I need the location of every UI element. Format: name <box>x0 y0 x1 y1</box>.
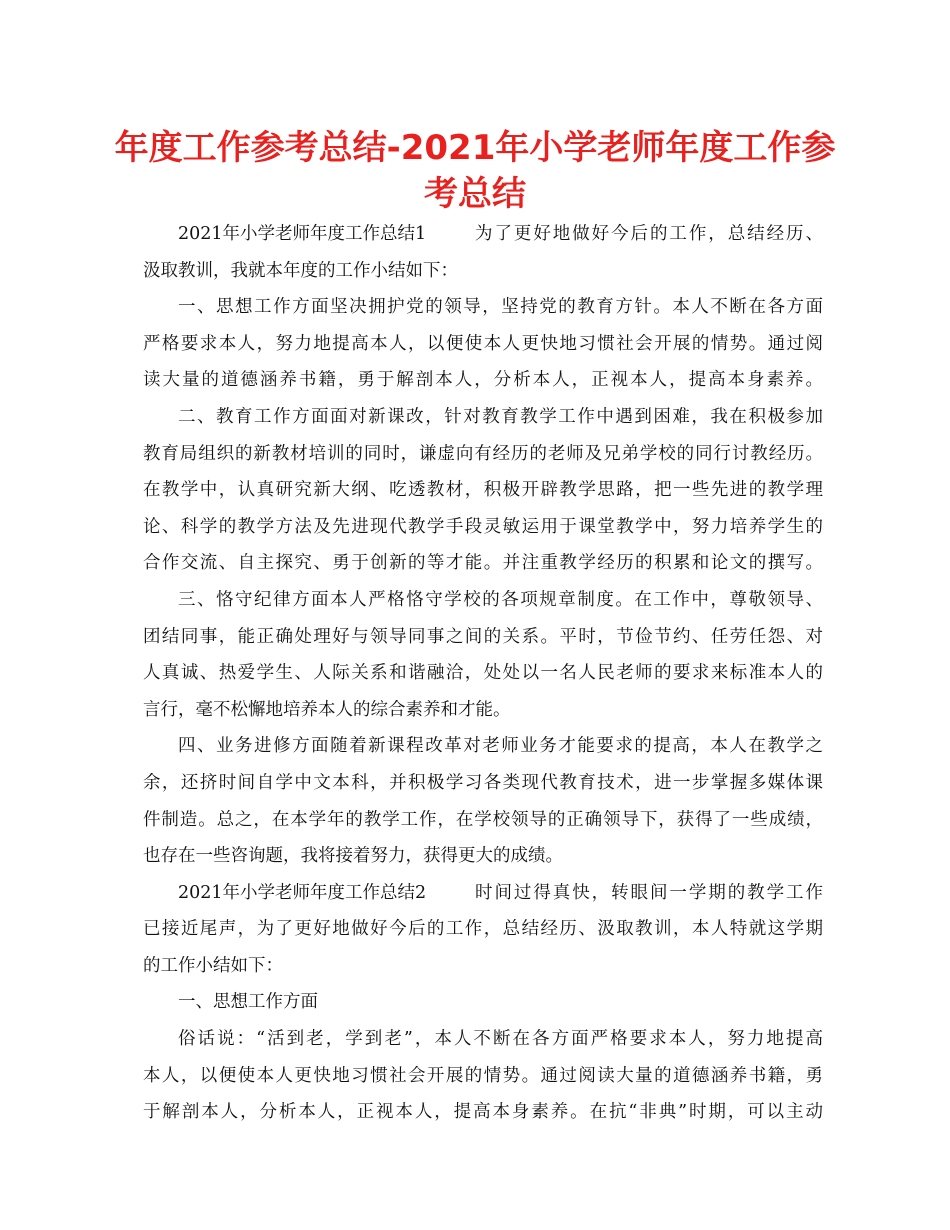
text-line <box>143 216 823 253</box>
text-line: 汲取教训，我就本年度的工作小结如下： <box>143 260 458 281</box>
text-line: 俗话说：“活到老，学到老”，本人不断在各方面严格要求本人，努力地提高 <box>178 1029 823 1050</box>
text-line: 人真诚、热爱学生、人际关系和谐融洽，处处以一名人民老师的要求来标准本人的 <box>143 663 823 684</box>
text-segment: 为了更好地做好今后的工作，总结经历、 <box>475 224 823 244</box>
text-line: 合作交流、自主探究、勇于创新的等才能。并注重教学经历的积累和论文的撰写。 <box>143 553 823 574</box>
document-title-line-1: 年度工作参考总结-2021年小学老师年度工作参 <box>114 128 836 168</box>
text-line: 已接近尾声，为了更好地做好今后的工作，总结经历、汲取教训，本人特就这学期 <box>143 919 823 940</box>
text-line: 也存在一些咨询题，我将接着努力，获得更大的成绩。 <box>143 846 563 867</box>
text-line: 在教学中，认真研究新大纲、吃透教材，积极开辟教学思路，把一些先进的教学理 <box>143 480 823 501</box>
text-line: 教育局组织的新教材培训的同时，谦虚向有经历的老师及兄弟学校的同行讨教经历。 <box>143 443 823 464</box>
document-title-line-2: 考总结 <box>424 174 526 214</box>
text-line: 的工作小结如下： <box>143 955 283 976</box>
text-line <box>143 875 823 912</box>
text-line: 四、业务进修方面随着新课程改革对老师业务才能要求的提高，本人在教学之 <box>178 736 823 757</box>
text-line: 一、思想工作方面坚决拥护党的领导，坚持党的教育方针。本人不断在各方面 <box>178 297 823 318</box>
text-line: 三、恪守纪律方面本人严格恪守学校的各项规章制度。在工作中，尊敬领导、 <box>178 589 823 610</box>
text-line: 团结同事，能正确处理好与领导同事之间的关系。平时，节俭节约、任劳任怨、对 <box>143 626 823 647</box>
subsection-heading: 一、思想工作方面 <box>178 992 318 1013</box>
text-line: 严格要求本人，努力地提高本人，以便使本人更快地习惯社会开展的情势。通过阅 <box>143 333 823 354</box>
text-line: 二、教育工作方面面对新课改，针对教育教学工作中遇到困难，我在积极参加 <box>178 406 823 427</box>
text-line: 于解剖本人，分析本人，正视本人，提高本身素养。在抗“非典”时期，可以主动 <box>143 1102 823 1123</box>
text-line: 件制造。总之，在本学年的教学工作，在学校领导的正确领导下，获得了一些成绩， <box>143 809 823 830</box>
document-body <box>143 216 823 1131</box>
text-line: 论、科学的教学方法及先进现代教学手段灵敏运用于课堂教学中，努力培养学生的 <box>143 516 823 537</box>
section-heading-summary-2: 2021年小学老师年度工作总结2 <box>178 882 427 903</box>
text-line: 读大量的道德涵养书籍，勇于解剖本人，分析本人，正视本人，提高本身素养。 <box>143 370 823 391</box>
text-line: 言行，毫不松懈地培养本人的综合素养和才能。 <box>143 699 511 720</box>
text-line: 余，还挤时间自学中文本科，并积极学习各类现代教育技术，进一步掌握多媒体课 <box>143 772 823 793</box>
section-heading-summary-1: 2021年小学老师年度工作总结1 <box>178 224 427 244</box>
text-line: 本人，以便使本人更快地习惯社会开展的情势。通过阅读大量的道德涵养书籍，勇 <box>143 1065 823 1086</box>
text-segment: 时间过得真快，转眼间一学期的教学工作 <box>475 882 823 903</box>
